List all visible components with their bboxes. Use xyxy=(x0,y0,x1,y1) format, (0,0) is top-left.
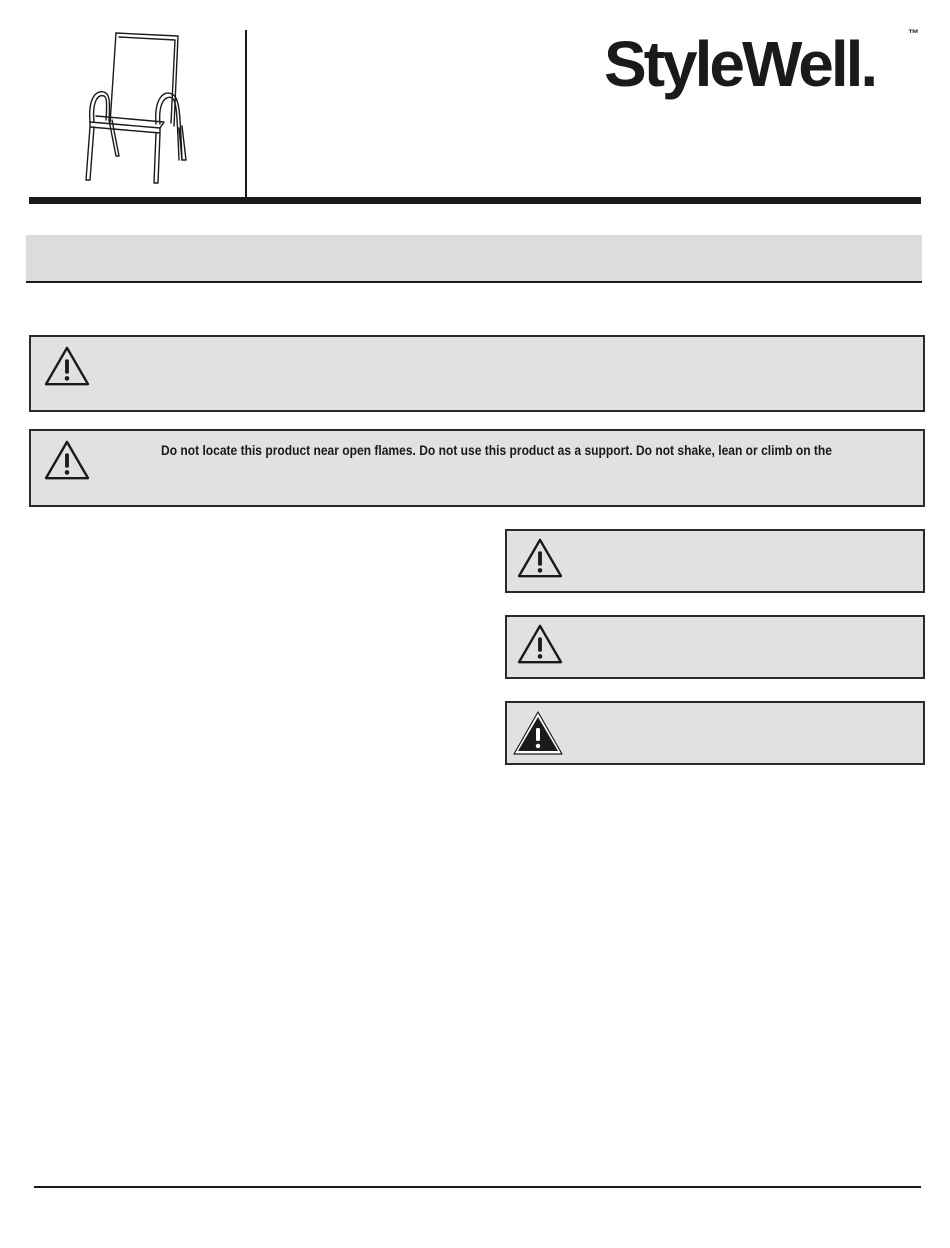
warning-outline-icon xyxy=(516,623,564,665)
warning-box-4 xyxy=(505,615,925,679)
footer-rule xyxy=(34,1186,921,1188)
warning-text: Do not locate this product near open flames. Do not use this product as a support. Do not shake, lean or climb on the xyxy=(161,442,832,458)
chair-illustration xyxy=(76,28,196,188)
warning-box-1 xyxy=(29,335,925,412)
trademark-symbol: ™ xyxy=(908,28,919,40)
title-band-rule xyxy=(26,281,922,283)
header-rule xyxy=(29,197,921,204)
warning-outline-icon xyxy=(516,537,564,579)
warning-filled-icon xyxy=(513,711,563,755)
warning-box-2 xyxy=(29,429,925,507)
header-divider xyxy=(245,30,247,198)
warning-box-3 xyxy=(505,529,925,593)
title-band xyxy=(26,235,922,281)
brand-logo xyxy=(604,26,919,102)
brand-name: StyleWell. xyxy=(604,28,876,100)
warning-outline-icon xyxy=(43,439,91,481)
warning-outline-icon xyxy=(43,345,91,387)
warning-box-5 xyxy=(505,701,925,765)
